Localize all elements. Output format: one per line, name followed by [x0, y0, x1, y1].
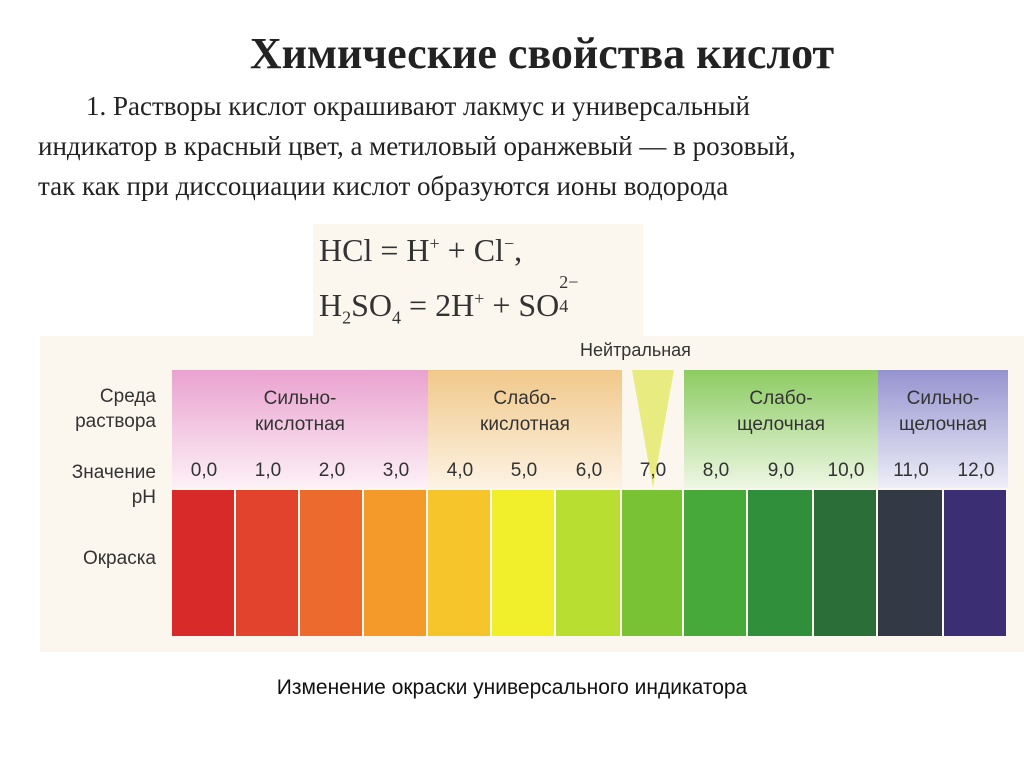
- color-swatch: [428, 490, 490, 636]
- ph-value: 11,0: [893, 460, 929, 481]
- ph-value: 12,0: [957, 460, 995, 481]
- color-swatch: [556, 490, 620, 636]
- zone-label: щелочная: [898, 414, 988, 435]
- page-title: Химические свойства кислот: [249, 29, 835, 78]
- ph-value: 1,0: [254, 460, 282, 481]
- ph-value: 2,0: [318, 460, 346, 481]
- color-swatch: [364, 490, 426, 636]
- ph-value: 9,0: [767, 460, 795, 481]
- equation-hcl: HCl = H+ + Cl−,: [319, 232, 523, 268]
- neutral-label: Нейтральная: [580, 340, 691, 360]
- zone-label: кислотная: [480, 414, 570, 435]
- ph-value: 6,0: [575, 460, 603, 481]
- indicator-figure: [40, 336, 1024, 652]
- color-swatch: [878, 490, 942, 636]
- zone-label: Слабо-: [749, 388, 813, 409]
- figure-caption: Изменение окраски универсального индикатора: [276, 676, 748, 699]
- color-swatch: [300, 490, 362, 636]
- ph-value: 8,0: [702, 460, 730, 481]
- color-swatch: [684, 490, 746, 636]
- row-label-color: Окраска: [82, 548, 156, 569]
- paragraph: [38, 86, 1013, 206]
- ph-value: 4,0: [446, 460, 474, 481]
- zone-label: Слабо-: [493, 388, 557, 409]
- color-swatch: [944, 490, 1006, 636]
- ph-value: 3,0: [382, 460, 410, 481]
- color-swatch: [748, 490, 812, 636]
- equation-h2so4: $H_2SO_4 = 2H^+$ + SO 2− 4: [319, 272, 579, 328]
- ph-value: 10,0: [827, 460, 865, 481]
- color-swatch: [814, 490, 876, 636]
- row-label-environment: Среда раствора: [75, 386, 156, 432]
- ph-value: 0,0: [190, 460, 218, 481]
- paragraph-line: 1. Растворы кислот окрашивают лакмус и универсальный: [86, 91, 750, 121]
- paragraph-line: так как при диссоциации кислот образуются ионы водорода: [38, 171, 729, 201]
- ph-value: 5,0: [510, 460, 538, 481]
- ph-value: 7,0: [639, 460, 667, 481]
- zone-label: Сильно-: [906, 388, 980, 409]
- zone-label: Сильно-: [263, 388, 337, 409]
- paragraph-line: индикатор в красный цвет, а метиловый оранжевый — в розовый,: [38, 131, 796, 161]
- color-swatch: [236, 490, 298, 636]
- color-swatch: [622, 490, 682, 636]
- zone-label: кислотная: [255, 414, 345, 435]
- color-swatch: [172, 490, 234, 636]
- equations-box: [313, 224, 643, 336]
- zone-label: щелочная: [736, 414, 826, 435]
- color-swatch: [492, 490, 554, 636]
- row-label-ph: Значение pH: [71, 462, 156, 508]
